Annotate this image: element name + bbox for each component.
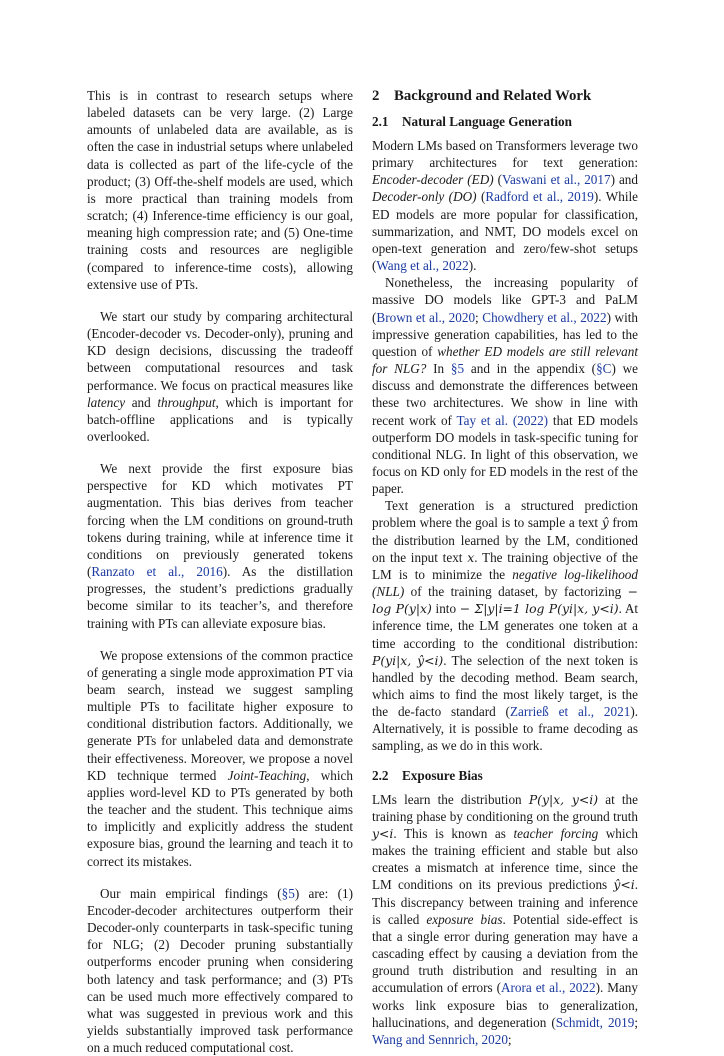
citation-link[interactable]: §5 [450,361,465,377]
subsection-number: 2.1 [372,114,389,129]
emphasis-text: latency [87,394,126,410]
emphasis-text: Joint-Teaching [227,767,307,783]
paragraph-intro-continued: This is in contrast to research setups where labeled datasets can be very large. (2) Large amounts of unlabeled data are available, as is often the case in industrial setups where unlabeled data is collected as part of the life-cycle of the product; (3) Off-the-shelf models are used, which is more practical than training models from scratch; (4) Inference-time efficiency is our goal, meaning high compression rate; and (5) One-time training costs and resources are negligible (compared to inference-time costs), allowing extensive use of PTs. [87,88,353,292]
math-expression: − Σ|y|i=1 log P(yi|x, y<i) [459,601,619,617]
citation-link[interactable]: Arora et al., 2022 [501,980,596,996]
emphasis-text: throughput [157,394,216,410]
citation-link[interactable]: Wang and Sennrich, 2020 [372,1031,508,1047]
paragraph-exposure-bias: LMs learn the distribution P(y|x, y<i) at the training phase by conditioning on the ground truth y<i. This is known as teacher forcing which makes the training efficient and stable but also creates a mismatch at inference time, since the LM conditions on its previous predictions ŷ<i. This discrepancy between training and inference is called exposure bias. Potential side-effect is that a single error during generation may have a cascading effect by causing a deviation from the ground truth distribution and resulting in an accumulation of errors (Arora et al., 2022). Many works link exposure bias to generalization, hallucinations, and degeneration (Schmidt, 2019; Wang and Sennrich, 2020; [372,791,638,1047]
emphasis-text: negative log-likelihood (NLL) [372,566,638,600]
citation-link[interactable]: Ranzato et al., 2016 [91,564,223,580]
emphasis-text: Encoder-decoder (ED) [372,172,494,188]
citation-link[interactable]: Wang et al., 2022 [376,258,469,274]
citation-link[interactable]: Schmidt, 2019 [555,1014,635,1030]
math-expression: P(y|x, y<i) [528,791,599,807]
subsection-title: Natural Language Generation [402,114,572,129]
emphasis-text: Decoder-only (DO) [372,189,477,205]
emphasis-text: teacher forcing [513,825,599,841]
citation-link[interactable]: Chowdhery et al., 2022 [482,309,607,325]
paragraph-proposed-extensions: We propose extensions of the common practice of generating a single mode approximation PT via beam search, instead we suggest sampling multiple PTs to facilitate higher exposure to conditional distribution factors. Additionally, we generate PTs for unlabeled data and demonstrate their effectiveness. Moreover, we propose a novel KD technique termed Joint-Teaching, which applies word-level KD to PTs generated by both the teacher and the student. This technique aims to implicitly and explicitly address the student exposure bias, ground the learning and teach it to correct its mistakes. [87,647,353,869]
citation-link[interactable]: Brown et al., 2020 [376,309,476,325]
paragraph-do-models: Nonetheless, the increasing popularity of massive DO models like GPT-3 and PaLM (Brown et al., 2020; Chowdhery et al., 2022) with impressive generation capabilities, has led to the question of whether ED models are still relevant for NLG? In §5 and in the appendix (§C) we discuss and demonstrate the differences between these two architectures. We show in line with recent work of Tay et al. (2022) that ED models outperform DO models in task-specific tuning for conditional NLG. In light of this observation, we focus on KD only for ED models in the rest of the paper. [372,275,638,497]
math-expression: ŷ [601,515,609,531]
paragraph-main-findings: Our main empirical findings (§5) are: (1) Encoder-decoder architectures outperform their Decoder-only counterparts in task-specific tuning for NLG; (2) Decoder pruning substantially outperforms encoder pruning when considering both latency and task performance; and (3) PTs can be used much more effectively compared to what was suggested in previous work and this yields substantially improved task performance on a much reduced computational cost. [87,885,354,1056]
subsection-number: 2.2 [372,767,389,783]
paragraph-exposure-bias-perspective: We next provide the first exposure bias perspective for KD which motivates PT augmentation. This bias derives from teacher forcing when the LM conditions on ground-truth tokens during training, while at inference time it conditions on previously generated tokens (Ranzato et al., 2016). As the distillation progresses, the student’s predictions gradually become similar to its teacher’s, and therefore training with PTs can alleviate exposure bias. [87,461,353,631]
paragraph-text-generation: Text generation is a structured prediction problem where the goal is to sample a text ŷ from the distribution learned by the LM, conditioned on the input text x. The training objective of the LM is to minimize the negative log-likelihood (NLL) of the training dataset, by factorizing − log P(y|x) into − Σ|y|i=1 log P(yi|x, y<i). At inference time, the LM generates one token at a time according to the conditional distribution: P(yi|x, ŷ<i). The selection of the next token is handled by the decoding method. Beam search, which aims to find the most likely target, is the the de-facto standard (Zarrieß et al., 2021). Alternatively, it is possible to frame decoding as sampling, as we do in this work. [372,498,639,754]
math-expression: y<i [372,825,394,841]
emphasis-text: exposure bias [426,911,503,927]
subsection-heading-exposure-bias [372,767,638,784]
citation-link[interactable]: Tay et al. (2022) [456,412,549,428]
subsection-title: Exposure Bias [402,767,483,783]
emphasis-text: whether ED models are still relevant for NLG? [372,343,638,377]
math-expression: − log P(y|x) [372,584,638,617]
subsection-heading-nlg [372,113,638,130]
paragraph-architectures: Modern LMs based on Transformers leverage two primary architectures for text generation: Encoder-decoder (ED) (Vaswani et al., 2017) and Decoder-only (DO) (Radford et al., 2019). While ED models are more popular for classification, summarization, and NMT, DO models excel on open-text generation and zero/few-shot setups (Wang et al., 2022). [372,138,638,274]
citation-link[interactable]: §5 [281,885,295,901]
section-title: Background and Related Work [394,88,592,104]
citation-link[interactable]: Radford et al., 2019 [485,189,594,205]
citation-link[interactable]: Vaswani et al., 2017 [501,172,611,188]
citation-link[interactable]: Zarrieß et al., 2021 [509,704,631,720]
right-column [372,87,638,1048]
math-expression: ŷ<i [613,877,635,893]
math-expression: P(yi|x, ŷ<i) [372,652,444,668]
citation-link[interactable]: §C [596,361,612,377]
paragraph-study-comparison: We start our study by comparing architectural (Encoder-decoder vs. Decoder-only), pruning and KD design decisions, discussing the tradeoff between computational resources and task performance. We focus on practical measures like latency and throughput, which is important for batch-offline applications and is typically overlooked. [87,308,353,444]
math-expression: x [467,549,475,565]
left-column [87,87,353,1056]
section-heading-background [372,87,638,105]
section-number: 2 [372,88,380,104]
